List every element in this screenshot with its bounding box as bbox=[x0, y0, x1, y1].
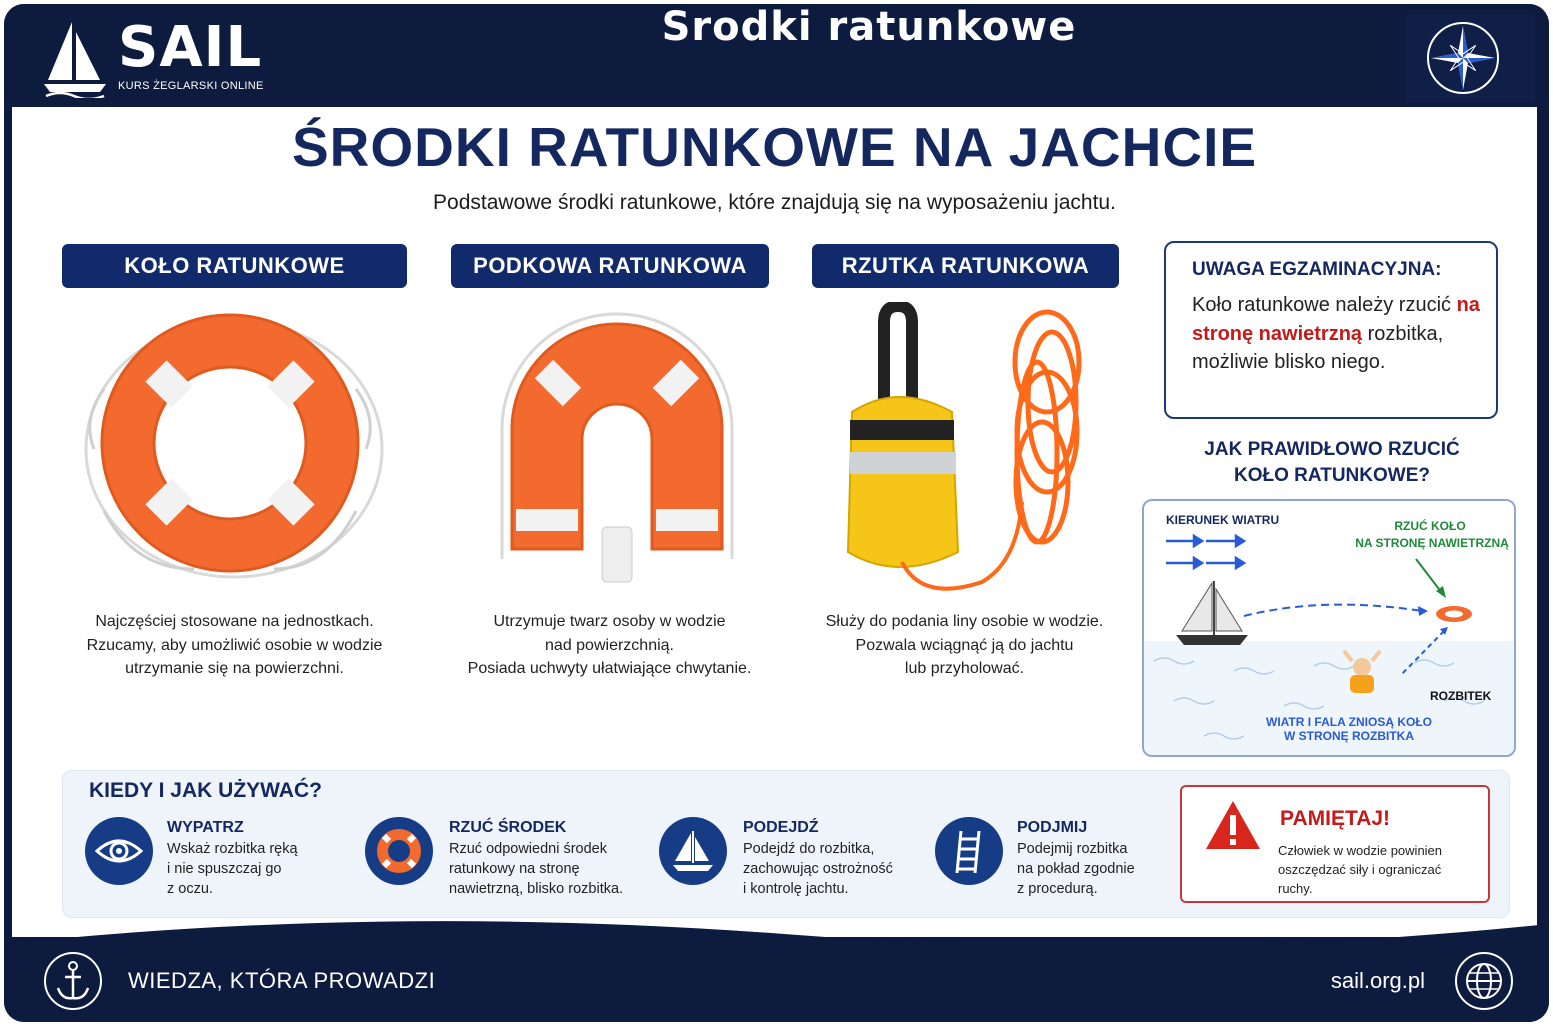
step-text bbox=[743, 839, 953, 899]
step-text-line: z oczu. bbox=[167, 881, 213, 897]
step-text-line: Podejmij rozbitka bbox=[1017, 841, 1128, 857]
logo-title: SAIL bbox=[118, 15, 263, 80]
throw-bag-desc-line: lub przyholować. bbox=[904, 660, 1025, 677]
step-text-line: zachowując ostrożność bbox=[743, 861, 893, 877]
horseshoe-description bbox=[432, 610, 787, 681]
horseshoe-desc-line: Posiada uchwyty ułatwiające chwytanie. bbox=[467, 660, 752, 677]
step-text-line: i kontrolę jachtu. bbox=[743, 881, 849, 897]
label-horseshoe: PODKOWA RATUNKOWA bbox=[451, 244, 769, 288]
exam-note-text bbox=[1192, 291, 1482, 377]
drift-label-line: W STRONĘ ROZBITKA bbox=[1284, 729, 1414, 743]
lifebuoy-desc-line: Najczęściej stosowane na jednostkach. bbox=[95, 613, 374, 630]
step-text-line: z procedurą. bbox=[1017, 881, 1098, 897]
throw-bag-description bbox=[792, 610, 1137, 681]
logo-subtitle: KURS ŻEGLARSKI ONLINE bbox=[118, 80, 264, 92]
step-text-line: Rzuć odpowiedni środek bbox=[449, 841, 607, 857]
content-area bbox=[12, 107, 1537, 937]
throw-bag-desc-line: Służy do podania liny osobie w wodzie. bbox=[825, 613, 1104, 630]
anchor-icon bbox=[42, 950, 104, 1012]
wind-direction-label: KIERUNEK WIATRU bbox=[1166, 513, 1280, 527]
footer-url-link[interactable]: sail.org.pl bbox=[1330, 968, 1425, 993]
drift-label-line: WIATR I FALA ZNIOSĄ KOŁO bbox=[1266, 715, 1432, 729]
ladder-icon bbox=[935, 817, 1003, 885]
remember-text bbox=[1278, 841, 1478, 898]
how-to-title-line: JAK PRAWIDŁOWO RZUCIĆ bbox=[1204, 439, 1460, 460]
lifebuoy-desc-line: Rzucamy, aby umożliwić osobie w wodzie bbox=[86, 636, 383, 654]
step-text-line: na pokład zgodnie bbox=[1017, 861, 1135, 877]
lifebuoy-icon bbox=[365, 817, 433, 885]
usage-panel bbox=[62, 770, 1510, 918]
horseshoe-buoy-illustration bbox=[482, 299, 752, 589]
warning-icon bbox=[1204, 799, 1262, 851]
step-text-line: Wskaż rozbitka ręką bbox=[167, 841, 298, 857]
step-text-line: ratunkowy na stronę bbox=[449, 861, 580, 877]
step-text bbox=[167, 839, 377, 899]
exam-note-title: UWAGA EGZAMINACYJNA: bbox=[1192, 259, 1442, 280]
step-text bbox=[449, 839, 659, 899]
label-throw-bag: RZUTKA RATUNKOWA bbox=[812, 244, 1119, 288]
horseshoe-desc-line: Utrzymuje twarz osoby w wodzie bbox=[493, 613, 726, 630]
usage-title: KIEDY I JAK UŻYWAĆ? bbox=[89, 779, 322, 802]
exam-note-highlight: na stronę nawietrzną bbox=[1192, 294, 1480, 345]
exam-note-text-start: Koło ratunkowe należy rzucić bbox=[1192, 294, 1457, 316]
drift-label bbox=[1234, 715, 1464, 743]
remember-title: PAMIĘTAJ! bbox=[1280, 807, 1391, 830]
sailboat-icon bbox=[659, 817, 727, 885]
eye-icon bbox=[85, 817, 153, 885]
throw-label-line: RZUĆ KOŁO bbox=[1394, 519, 1466, 533]
label-lifebuoy: KOŁO RATUNKOWE bbox=[62, 244, 407, 288]
how-to-title bbox=[1157, 437, 1507, 489]
logo[interactable] bbox=[42, 14, 332, 99]
horseshoe-desc-line: nad powierzchnią. bbox=[545, 636, 674, 654]
throw-bag-illustration bbox=[842, 302, 1092, 602]
page-title: Srodki ratunkowe bbox=[661, 4, 1077, 50]
sailboat-logo-icon bbox=[42, 18, 112, 98]
remember-box bbox=[1180, 785, 1490, 903]
main-subheading: Podstawowe środki ratunkowe, które znajdują się na wyposażeniu jachtu. bbox=[433, 191, 1116, 214]
remember-text-line: oszczędzać siły i ograniczać bbox=[1278, 862, 1442, 877]
step-title: RZUĆ ŚRODEK bbox=[449, 819, 567, 836]
lifebuoy-description bbox=[42, 610, 427, 681]
exam-note bbox=[1164, 241, 1498, 419]
how-to-title-line: KOŁO RATUNKOWE? bbox=[1234, 465, 1430, 486]
header bbox=[4, 4, 1549, 106]
lifebuoy-desc-line: utrzymanie się na powierzchni. bbox=[125, 660, 344, 677]
exam-note-text-end: rozbitka, możliwie blisko niego. bbox=[1192, 322, 1444, 373]
step-text-line: nawietrzną, blisko rozbitka. bbox=[449, 881, 624, 897]
compass-rose-icon bbox=[1425, 20, 1501, 96]
throw-instruction-label-2: NA STRONĘ NAWIETRZNĄ bbox=[1355, 536, 1509, 550]
compass-badge bbox=[1405, 14, 1535, 102]
lifebuoy-illustration bbox=[74, 299, 394, 589]
app-frame bbox=[4, 4, 1549, 1022]
step-title: PODJMIJ bbox=[1017, 819, 1088, 836]
step-title: PODEJDŹ bbox=[743, 819, 819, 836]
globe-icon[interactable] bbox=[1453, 950, 1515, 1012]
remember-text-line: ruchy. bbox=[1278, 881, 1313, 896]
throw-bag-desc-line: Pozwala wciągnąć ją do jachtu bbox=[855, 636, 1074, 654]
step-text-line: i nie spuszczaj go bbox=[167, 861, 282, 877]
main-heading: ŚRODKI RATUNKOWE NA JACHCIE bbox=[291, 116, 1258, 178]
step-text-line: Podejdź do rozbitka, bbox=[743, 841, 875, 857]
footer-wave bbox=[4, 904, 1549, 1022]
footer-tagline: WIEDZA, KTÓRA PROWADZI bbox=[128, 968, 436, 993]
throw-diagram bbox=[1142, 499, 1516, 757]
step-title: WYPATRZ bbox=[167, 819, 244, 836]
survivor-label: ROZBITEK bbox=[1430, 689, 1492, 703]
remember-text-line: Człowiek w wodzie powinien bbox=[1278, 843, 1443, 858]
